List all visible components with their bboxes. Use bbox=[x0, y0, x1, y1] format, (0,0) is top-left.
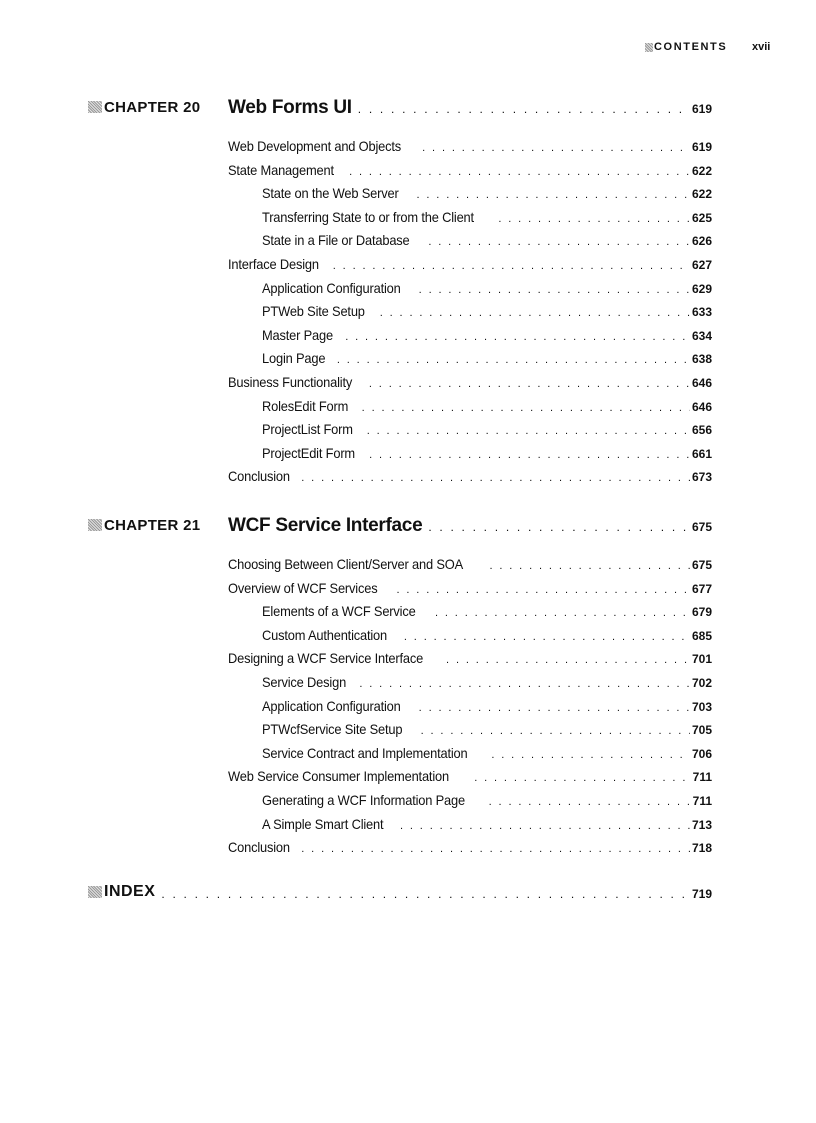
toc-entry-page: 711 bbox=[692, 794, 712, 808]
toc-entry[interactable] bbox=[228, 374, 712, 394]
dot-leader bbox=[489, 560, 690, 572]
toc-entry-page: 677 bbox=[691, 581, 712, 596]
dot-leader bbox=[333, 260, 690, 272]
toc-entry-title: Elements of a WCF Service bbox=[262, 603, 416, 620]
toc-entry-title: Overview of WCF Services bbox=[228, 579, 378, 596]
toc-entry[interactable] bbox=[262, 603, 712, 623]
dot-leader bbox=[421, 725, 690, 737]
toc-entry-page: 706 bbox=[691, 746, 712, 761]
toc-entry-title: Business Functionality bbox=[228, 374, 353, 390]
toc-entry[interactable] bbox=[228, 650, 712, 670]
toc-entry[interactable] bbox=[228, 468, 712, 488]
grey-marker-icon bbox=[88, 886, 102, 898]
toc-entry-page: 679 bbox=[691, 605, 712, 620]
toc-entry-page: 619 bbox=[691, 140, 712, 154]
toc-entry-title: RolesEdit Form bbox=[262, 397, 349, 414]
toc-entry-title: Master Page bbox=[262, 326, 334, 343]
dot-leader bbox=[435, 607, 690, 619]
toc-entry-page: 646 bbox=[691, 399, 712, 414]
toc-entry[interactable] bbox=[262, 445, 712, 465]
toc-entry-title: Interface Design bbox=[228, 256, 319, 272]
toc-entry[interactable] bbox=[262, 745, 712, 765]
toc-entry[interactable] bbox=[262, 232, 712, 252]
dot-leader bbox=[369, 378, 690, 390]
toc-entry-page: 627 bbox=[691, 258, 712, 272]
toc-entry-page: 703 bbox=[691, 699, 712, 714]
dot-leader bbox=[491, 749, 690, 761]
toc-entry-page: 638 bbox=[691, 352, 712, 367]
toc-entry-page: 661 bbox=[691, 446, 712, 461]
toc-entry[interactable] bbox=[262, 209, 712, 229]
dot-leader bbox=[428, 520, 690, 534]
toc-entry-title: Application Configuration bbox=[262, 697, 401, 714]
dot-leader bbox=[396, 584, 690, 596]
toc-entry-page: 702 bbox=[691, 676, 712, 690]
toc-entry-page: 713 bbox=[691, 817, 712, 832]
toc-entry-page: 622 bbox=[691, 163, 712, 178]
dot-leader bbox=[498, 213, 690, 225]
toc-entry-title: Choosing Between Client/Server and SOA bbox=[228, 556, 464, 572]
page-number: xvii bbox=[752, 41, 771, 53]
toc-entry[interactable] bbox=[262, 721, 712, 741]
toc-entry-title: Conclusion bbox=[228, 839, 290, 856]
dot-leader bbox=[367, 425, 690, 437]
toc-entry-title: A Simple Smart Client bbox=[262, 815, 384, 832]
toc-entry-title: State on the Web Server bbox=[262, 185, 399, 202]
toc-entry[interactable] bbox=[262, 398, 712, 418]
toc-entry-page: 718 bbox=[691, 841, 712, 856]
dot-leader bbox=[446, 654, 690, 666]
dot-leader bbox=[349, 166, 690, 178]
toc-entry-title: Service Design bbox=[262, 674, 347, 690]
toc-entry[interactable] bbox=[228, 138, 712, 158]
dot-leader bbox=[422, 142, 690, 154]
index-page: 719 bbox=[691, 887, 712, 901]
toc-entry-page: 633 bbox=[691, 305, 712, 320]
dot-leader bbox=[301, 843, 690, 855]
toc-entry[interactable] bbox=[262, 792, 712, 812]
toc-entry-title: Web Development and Objects bbox=[228, 138, 402, 154]
toc-entry-page: 622 bbox=[691, 187, 712, 202]
running-header bbox=[0, 41, 816, 57]
toc-entry-title: Generating a WCF Information Page bbox=[262, 792, 465, 808]
dot-leader bbox=[400, 820, 690, 832]
chapter-21-heading[interactable] bbox=[88, 515, 712, 537]
chapter-title: WCF Service Interface bbox=[228, 515, 423, 536]
dot-leader bbox=[369, 449, 690, 461]
grey-marker-icon bbox=[88, 519, 102, 531]
toc-entry-page: 646 bbox=[691, 376, 712, 390]
chapter-label-text: CHAPTER 20 bbox=[104, 98, 201, 116]
toc-entry[interactable] bbox=[262, 674, 712, 694]
toc-entry[interactable] bbox=[262, 280, 712, 300]
toc-entry-page: 705 bbox=[691, 723, 712, 738]
toc-entry[interactable] bbox=[228, 580, 712, 600]
toc-entry[interactable] bbox=[262, 698, 712, 718]
toc-entry[interactable] bbox=[228, 556, 712, 576]
toc-entry-title: PTWcfService Site Setup bbox=[262, 721, 403, 738]
dot-leader bbox=[380, 307, 690, 319]
grey-marker-icon bbox=[645, 43, 653, 52]
toc-entry-title: State in a File or Database bbox=[262, 232, 410, 249]
dot-leader bbox=[428, 236, 690, 248]
chapter-label bbox=[88, 517, 228, 534]
toc-entry[interactable] bbox=[262, 421, 712, 441]
chapter-page: 675 bbox=[691, 520, 712, 534]
index-heading[interactable] bbox=[88, 883, 712, 901]
chapter-20-heading[interactable] bbox=[88, 97, 712, 119]
chapter-label bbox=[88, 99, 228, 116]
dot-leader bbox=[419, 284, 690, 296]
toc-entry-title: Service Contract and Implementation bbox=[262, 744, 468, 761]
toc-entry-page: 626 bbox=[691, 234, 712, 249]
dot-leader bbox=[359, 678, 690, 690]
toc-entry-title: Custom Authentication bbox=[262, 626, 388, 643]
toc-entry-page: 625 bbox=[691, 210, 712, 225]
dot-leader bbox=[301, 472, 690, 484]
toc-entry[interactable] bbox=[262, 350, 712, 370]
dot-leader bbox=[358, 102, 690, 116]
toc-entry[interactable] bbox=[262, 816, 712, 836]
toc-entry-title: Application Configuration bbox=[262, 279, 401, 296]
toc-entry[interactable] bbox=[228, 768, 712, 788]
toc-entry-title: Login Page bbox=[262, 350, 326, 367]
dot-leader bbox=[416, 189, 690, 201]
chapter-page: 619 bbox=[691, 102, 712, 116]
toc-entry-page: 701 bbox=[691, 652, 712, 667]
section-label-text: CONTENTS bbox=[654, 41, 728, 53]
dot-leader bbox=[404, 631, 690, 643]
chapter-label-text: CHAPTER 21 bbox=[104, 516, 201, 534]
toc-entry-title: PTWeb Site Setup bbox=[262, 303, 365, 320]
toc-entry[interactable] bbox=[228, 839, 712, 859]
dot-leader bbox=[474, 772, 690, 784]
toc-entry[interactable] bbox=[262, 303, 712, 323]
toc-entry-page: 711 bbox=[692, 770, 712, 785]
toc-entry-title: Web Service Consumer Implementation bbox=[228, 768, 449, 785]
dot-leader bbox=[345, 331, 690, 343]
toc-entry-title: Transferring State to or from the Client bbox=[262, 208, 474, 225]
dot-leader bbox=[489, 796, 691, 808]
toc-entry[interactable] bbox=[262, 627, 712, 647]
chapter-title: Web Forms UI bbox=[228, 97, 352, 118]
index-label-text: INDEX bbox=[104, 883, 156, 900]
toc-entry-page: 673 bbox=[691, 470, 712, 485]
index-label bbox=[88, 883, 155, 901]
toc-entry-title: ProjectEdit Form bbox=[262, 444, 355, 461]
dot-leader bbox=[337, 354, 690, 366]
toc-entry-title: Designing a WCF Service Interface bbox=[228, 650, 424, 667]
toc-entry-title: ProjectList Form bbox=[262, 421, 353, 438]
toc-entry-page: 634 bbox=[691, 328, 712, 343]
toc-entry-page: 685 bbox=[691, 628, 712, 643]
toc-entry[interactable] bbox=[262, 185, 712, 205]
toc-entry-title: Conclusion bbox=[228, 468, 290, 485]
toc-entry-page: 656 bbox=[691, 423, 712, 438]
dot-leader bbox=[362, 402, 690, 414]
section-label bbox=[645, 41, 727, 53]
grey-marker-icon bbox=[88, 101, 102, 113]
toc-entry-page: 675 bbox=[691, 558, 712, 572]
toc-entry[interactable] bbox=[228, 256, 712, 276]
toc-entry[interactable] bbox=[228, 162, 712, 182]
toc-entry-title: State Management bbox=[228, 161, 334, 178]
toc-entry[interactable] bbox=[262, 327, 712, 347]
dot-leader bbox=[419, 702, 690, 714]
dot-leader bbox=[161, 887, 690, 901]
toc-entry-page: 629 bbox=[691, 281, 712, 296]
